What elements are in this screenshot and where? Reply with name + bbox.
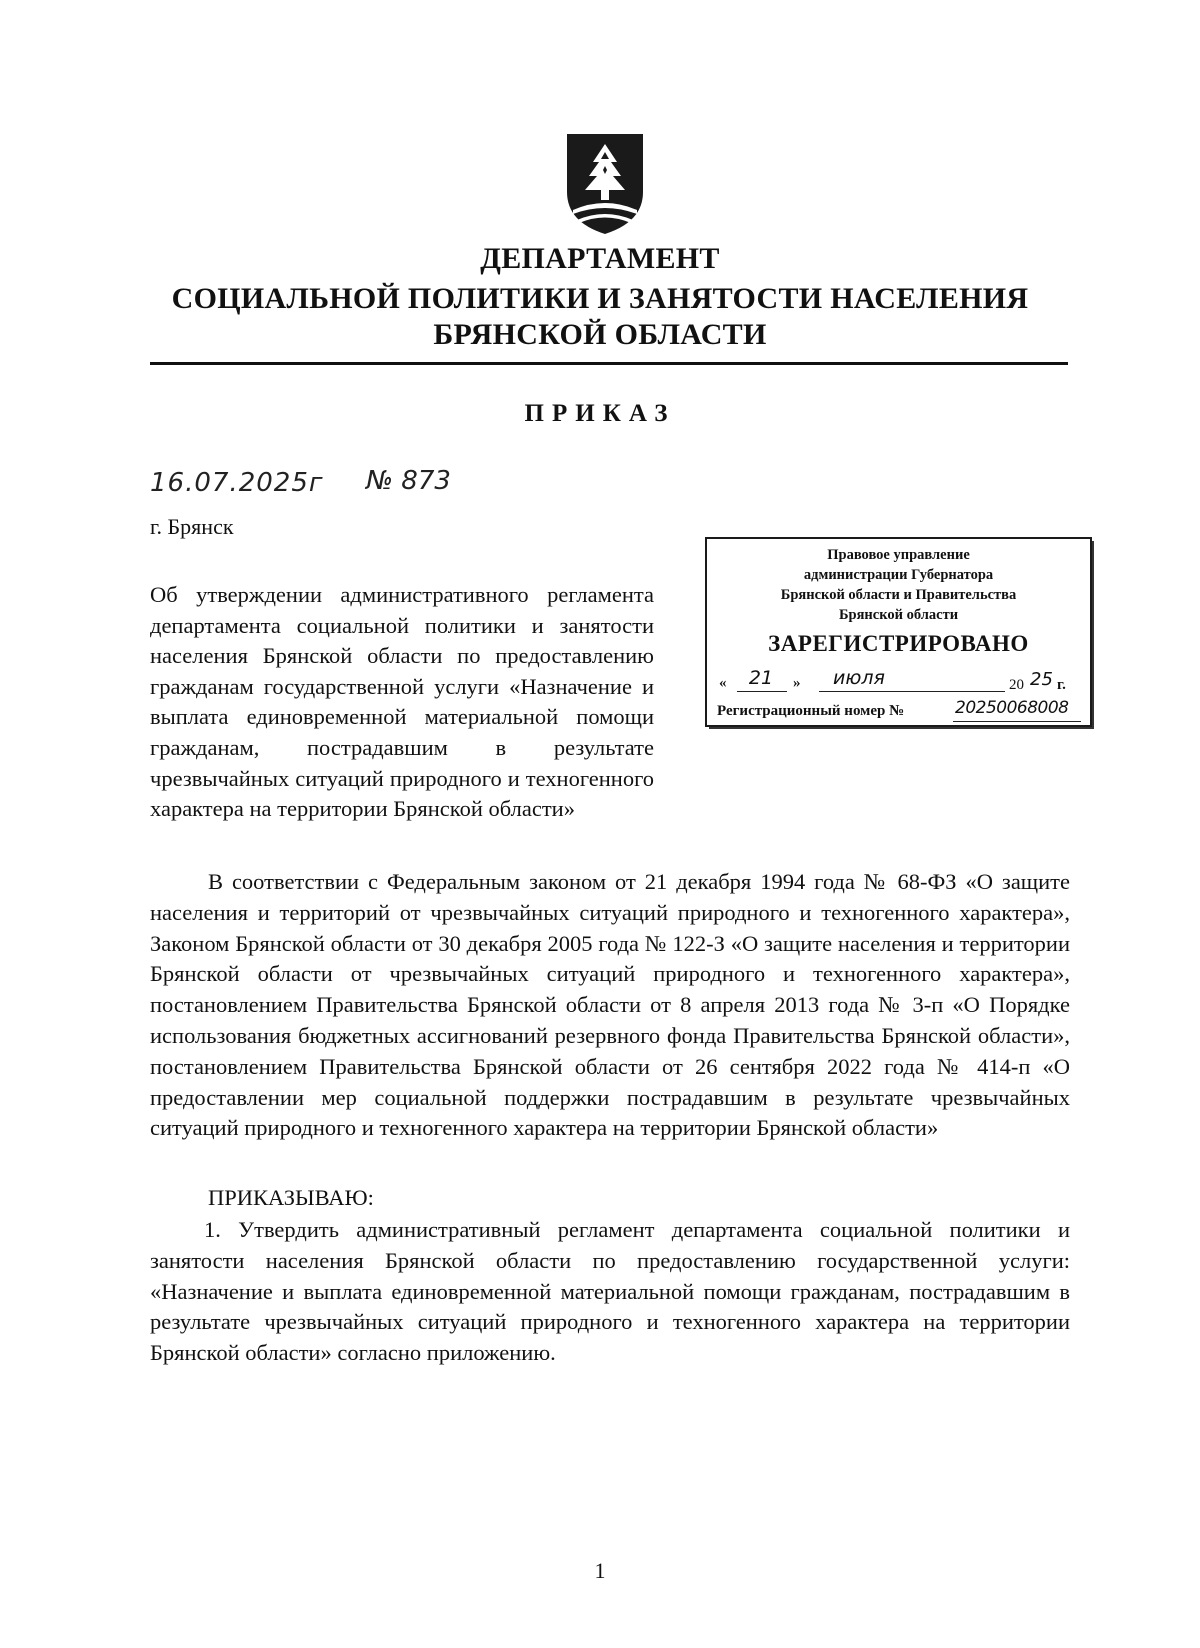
stamp-quote-open: « — [719, 675, 727, 691]
bryansk-coat-of-arms-icon — [563, 130, 647, 238]
handwritten-order-number: № 873 — [366, 466, 451, 496]
order-directive-word: ПРИКАЗЫВАЮ: — [208, 1185, 374, 1210]
city: г. Брянск — [150, 514, 234, 539]
order-item-1: 1. Утвердить административный регламент департамента социальной политики и занятости населения Брянской области по предоставлению государственной услуги: «Назначение и выплата единовременной материальной помощи гражданам, пострадавшим в результате чрезвычайных ситуаций природного и техногенного характера на территории Брянской области» согласно приложению. — [150, 1217, 1070, 1366]
handwritten-date: 16.07.2025г — [150, 468, 324, 498]
stamp-registration-number — [717, 699, 1087, 723]
stamp-regno-underline — [953, 721, 1081, 722]
stamp-status: ЗАРЕГИСТРИРОВАНО — [768, 631, 1029, 656]
stamp-regno-value: 20250068008 — [955, 698, 1069, 718]
stamp-month: июля — [833, 667, 885, 689]
stamp-year-prefix: 20 — [1009, 677, 1024, 693]
preamble-paragraph: В соответствии с Федеральным законом от 21 декабря 1994 года № 68-ФЗ «О защите населения и территорий от чрезвычайных ситуаций природного и техногенного характера», Законом Брянской области от 30 декабря 2005 года № 122-З «О защите населения и территории Брянской области от чрезвычайных ситуаций природного и техногенного характера», постановлением Правительства Брянской области от 8 апреля 2013 года № 3-п «О Порядке использования бюджетных ассигнований резервного фонда Правительства Брянской области», постановлением Правительства Брянской области от 26 сентября 2022 года № 414-п «О предоставлении мер социальной поддержки пострадавшим в результате чрезвычайных ситуаций природного и техногенного характера на территории Брянской области» — [150, 869, 1070, 1141]
stamp-line-2: администрации Губернатора — [803, 567, 994, 583]
stamp-quote-close: » — [793, 675, 801, 691]
stamp-line-3: Брянской области и Правительства — [780, 587, 1017, 603]
stamp-line-4: Брянской области — [838, 607, 959, 623]
stamp-date — [719, 667, 1081, 695]
department-title-line-1: ДЕПАРТАМЕНТ — [480, 242, 720, 275]
stamp-regno-label: Регистрационный номер № — [717, 703, 905, 719]
header-divider — [150, 362, 1068, 365]
stamp-line-1: Правовое управление — [827, 547, 970, 563]
stamp-day-underline — [737, 691, 787, 692]
stamp-day: 21 — [748, 667, 774, 689]
stamp-year-suffix: 25 — [1030, 669, 1053, 690]
order-subject: Об утверждении административного регламента департамента социальной политики и занятости населения Брянской области по предоставлению гражданам государственной услуги «Назначение и выплата единовременной материальной помощи гражданам, пострадавшим в результате чрезвычайных ситуаций природного и техногенного характера на территории Брянской области» — [150, 582, 654, 822]
registration-stamp — [705, 537, 1092, 727]
stamp-year-unit: г. — [1057, 677, 1066, 693]
document-type-title: ПРИКАЗ — [524, 400, 676, 427]
page-number: 1 — [594, 1558, 606, 1583]
stamp-month-underline — [819, 691, 1005, 692]
department-title-line-2: СОЦИАЛЬНОЙ ПОЛИТИКИ И ЗАНЯТОСТИ НАСЕЛЕНИЯ — [171, 282, 1029, 315]
department-title-line-3: БРЯНСКОЙ ОБЛАСТИ — [433, 318, 767, 351]
